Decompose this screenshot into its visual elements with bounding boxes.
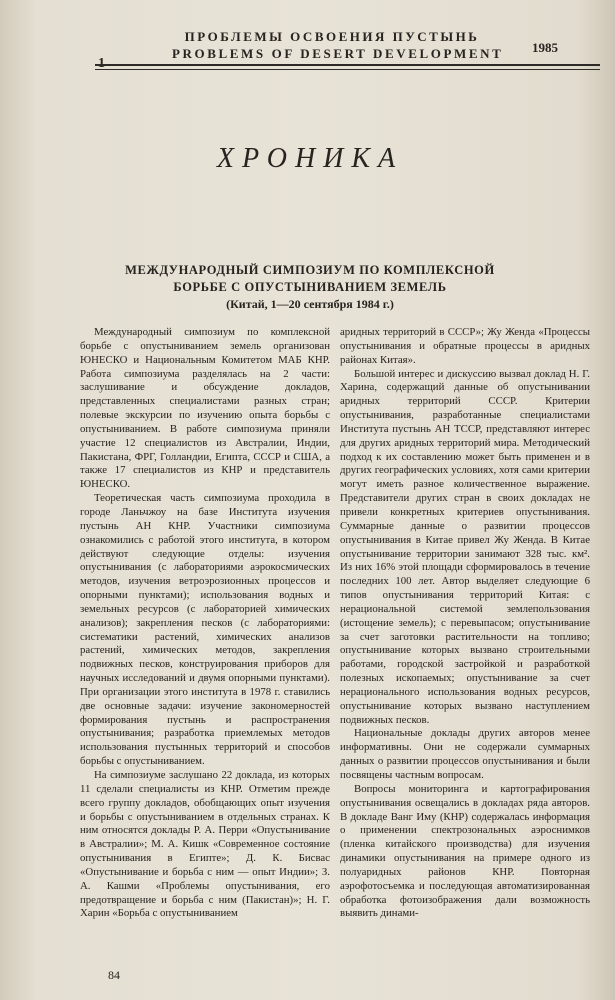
header-rule-thick: [95, 64, 600, 66]
page-number: 84: [108, 968, 120, 982]
paragraph: На симпозиуме заслушано 22 доклада, из которых 11 сделали специалисты из КНР. Отметим прежде всего группу докладов, обобщающих опыт изучения и борьбы с опустыниванием в отдельных странах. К ним относятся доклады Р. А. Перри «Опустынивание в Австралии»; М. А. Кишк «Современное состояние опустынивания в Египте»; Д. К. Бисвас «Опустынивание и борьба с ним — опыт Индии»; З. А. Кашми «Проблемы опустынивания, его предотвращение и борьба с ним (Пакистан)»; Н. Г. Харин «Борьба с опустыниванием: [80, 769, 330, 920]
paragraph: Теоретическая часть симпозиума проходила в городе Ланьчжоу на базе Института изучения пустынь АН КНР. Участники симпозиума ознакомились с работой этого института, в котором действуют следующие отделы: изучения опустынивания (с лабораториями аэрокосмических методов, изучения ветроэрозионных процессов и опорными пунктами); использования водных и земельных ресурсов (с лабораторией химических анализов); закрепления песков (с лабораториями: систематики растений, химических анализов растений, химических методов, закрепления подвижных песков, конструирования приборов для научных исследований и двумя опорными пунктами). При организации этого института в 1978 г. ставились две основные задачи: изучение закономерностей формирования пустынь и распространения опустынивания; разработка приемлемых методов использования пустынных территорий и способов борьбы с опустыниванием.: [80, 492, 330, 768]
journal-title: [172, 28, 504, 62]
issue-year: 1985: [532, 40, 558, 55]
article-subtitle: (Китай, 1—20 сентября 1984 г.): [226, 297, 394, 311]
article-title: МЕЖДУНАРОДНЫЙ СИМПОЗИУМ ПО КОМПЛЕКСНОЙ БОРЬБЕ С ОПУСТЫНИВАНИЕМ ЗЕМЕЛЬ: [125, 263, 495, 294]
paragraph: Большой интерес и дискуссию вызвал доклад Н. Г. Харина, содержащий данные об опустынивании аридных территорий СССР. Критерии опустынивания, разработанные специалистами Института пустынь АН ТССР, представляют интерес для других аридных территорий мира. Методический подход к их составлению может быть применен и в других географических условиях, хотя сами критерии могут иметь разное количественное выражение. Представители других стран в своих докладах не привели конкретных критериев опустынивания. Суммарные данные о развитии процессов опустынивания в Китае привел Жу Женда. В Китае опустынивание территории занимают 328 тыс. км². Из них 16% этой площади сформировалось в течение последних 100 лет. Автор выделяет следующие 6 типов опустынивания территорий Китая: с нерациональной системой землепользования (истощение земель); с перевыпасом; опустынивание за счет заготовки растительности на топливо; опустынивание которых вызвано строительными работами, городской застройкой и разработкой полезных ископаемых; опустынивание за счет нерационального использования водных ресурсов, опустынивание которых вызвано наступлением подвижных песков.: [340, 367, 590, 726]
article-body: [80, 326, 605, 952]
right-column: [340, 326, 590, 952]
left-column: [80, 326, 330, 952]
journal-title-ru: ПРОБЛЕМЫ ОСВОЕНИЯ ПУСТЫНЬ: [184, 29, 480, 44]
section-title: ХРОНИКА: [216, 143, 404, 174]
journal-title-en: PROBLEMS OF DESERT DEVELOPMENT: [172, 46, 504, 61]
paragraph: Вопросы мониторинга и картографирования опустынивания освещались в докладах ряда авторов. В докладе Ванг Иму (КНР) содержалась информация о применении спектрозональных аэроснимков (пленка китайского производства) для изучения динамики опустынивания на примере одного из полуаридных районов КНР. Повторная аэрофотосъемка и последующая автоматизированная обработка фотоизображения дали возможность выявить динами-: [340, 782, 590, 920]
paragraph: Национальные доклады других авторов менее информативны. Они не содержали суммарных данных о развитии процессов опустынивания и были посвящены частным вопросам.: [340, 727, 590, 781]
paragraph: Международный симпозиум по комплексной борьбе с опустыниванием земель организован ЮНЕСКО и Национальным Комитетом МАБ КНР. Работа симпозиума разделялась на 2 части: заслушивание и обсуждение докладов, представленных специалистами разных стран; полевые экскурсии по изучению опыта борьбы с опустыниванием. В работе симпозиума приняли участие 12 специалистов из Австралии, Индии, Пакистана, ФРГ, Голландии, Египта, СССР и США, а также 17 специалистов из КНР и представитель ЮНЕСКО.: [80, 326, 330, 491]
running-header: [0, 0, 615, 80]
issue-number: 1: [98, 56, 105, 71]
paragraph: аридных территорий в СССР»; Жу Женда «Процессы опустынивания и обратные процессы в аридных районах Китая».: [340, 326, 590, 366]
header-rule-thin: [95, 69, 600, 70]
